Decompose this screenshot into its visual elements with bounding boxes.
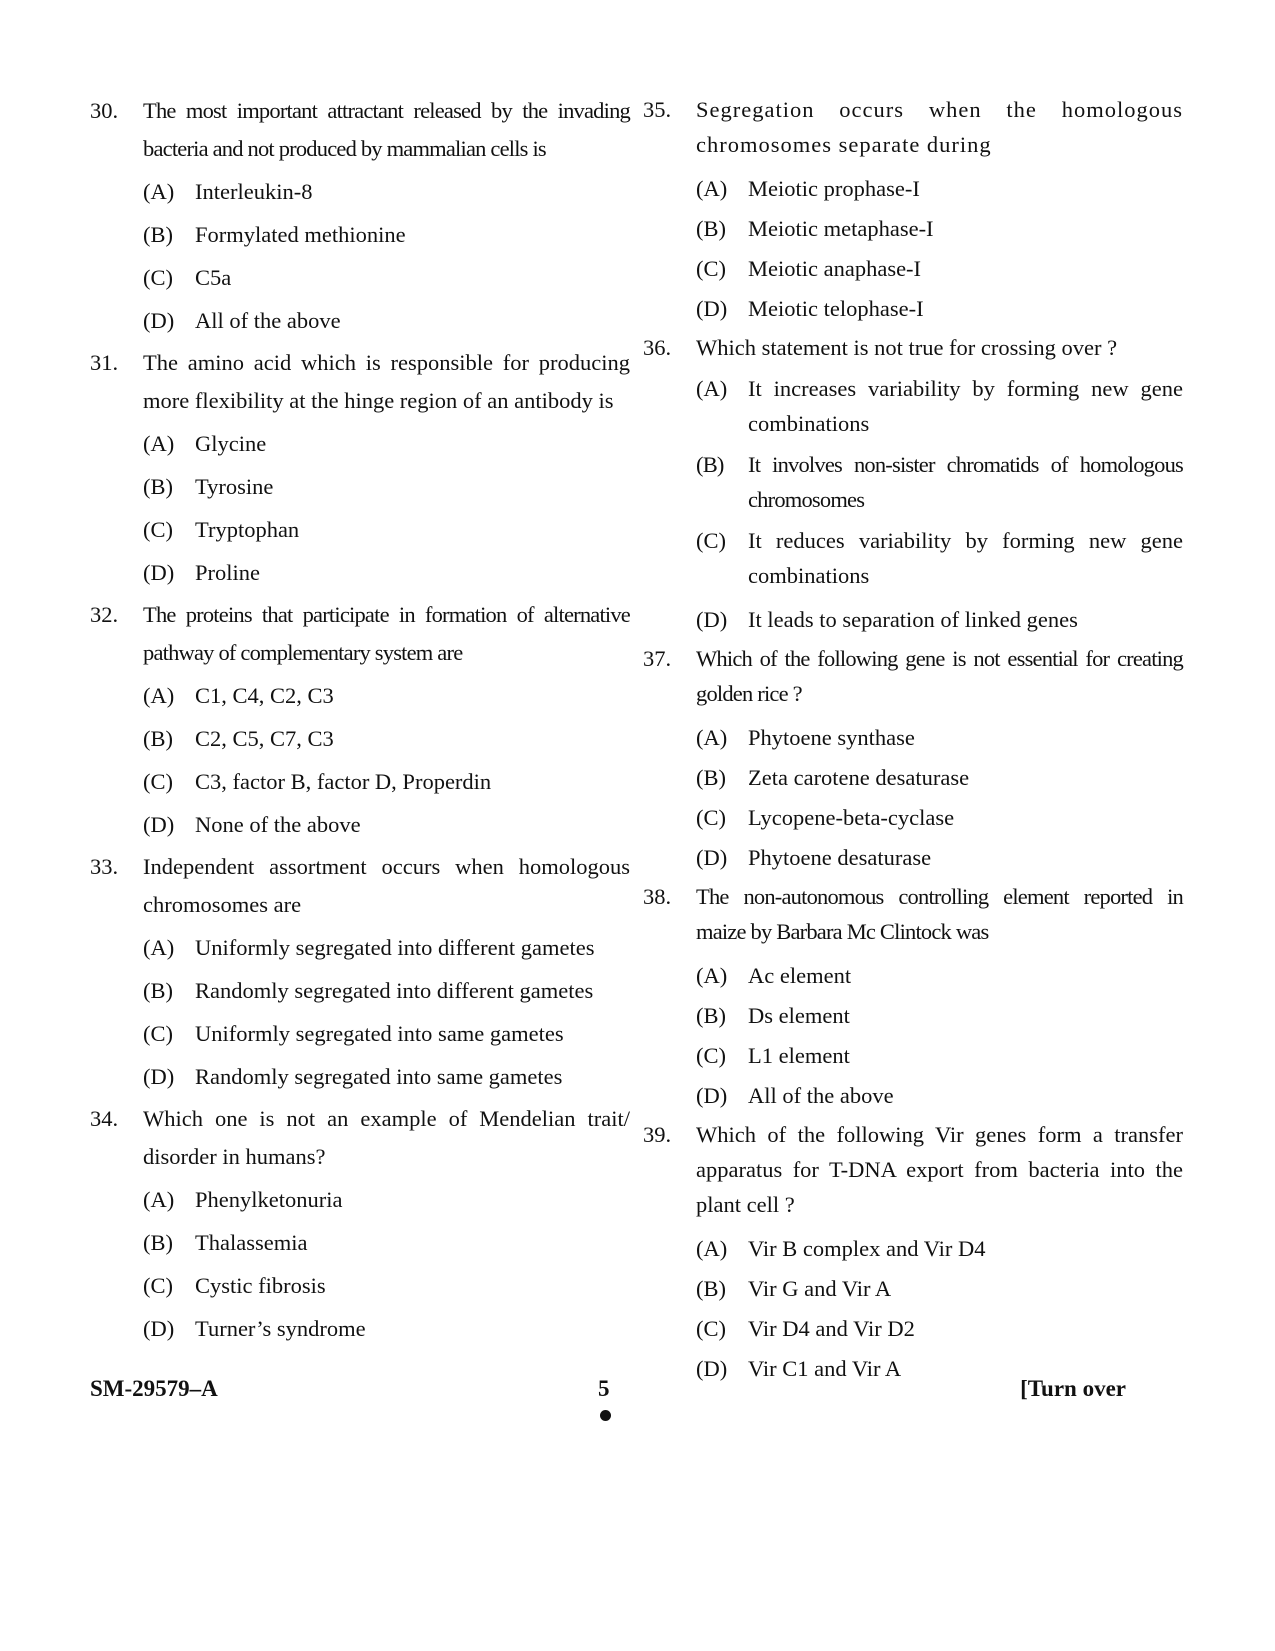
option-text: It increases variability by forming new gene combinations [748,376,1183,436]
option-text: Zeta carotene desaturase [748,765,970,790]
option-text: L1 element [748,1043,850,1068]
option-letter: (A) [143,431,175,456]
question-text: Segregation occurs when the homologous chromosomes separate during [696,97,1183,157]
option-d [696,295,1183,322]
option-a [143,178,630,205]
question-34 [90,1100,630,1342]
question-text: Which statement is not true for crossing over ? [696,335,1118,360]
option-c [143,1272,630,1299]
options-list [143,1186,630,1342]
options-list [696,371,1183,633]
question-number: 34. [90,1106,119,1131]
option-text: Meiotic metaphase-I [748,216,934,241]
question-32 [90,596,630,838]
option-text: Ds element [748,1003,850,1028]
turn-over-label: [Turn over [1020,1376,1126,1401]
question-35 [643,92,1183,322]
option-letter: (A) [143,179,175,204]
question-text: The amino acid which is responsible for producing more flexibility at the hinge region of an antibody is [143,350,630,413]
option-text: Tyrosine [195,474,274,499]
option-b [143,473,630,500]
option-text: It involves non-sister chromatids of homologous chromosomes [748,452,1183,512]
paper-code: SM-29579–A [90,1376,218,1401]
left-column [90,92,630,1352]
option-letter: (A) [696,963,728,988]
option-a [143,430,630,457]
option-letter: (D) [143,1064,175,1089]
option-a [696,962,1183,989]
option-letter: (D) [143,560,175,585]
option-letter: (A) [143,683,175,708]
option-letter: (C) [696,1043,726,1068]
option-text: Uniformly segregated into same gametes [195,1021,564,1046]
options-list [143,934,630,1090]
question-text: The non-autonomous controlling element reported in maize by Barbara Mc Clintock was [696,884,1183,944]
option-d [143,1063,630,1090]
options-list [696,724,1183,871]
option-c [696,523,1183,593]
option-c [696,255,1183,282]
option-b [696,764,1183,791]
option-letter: (B) [696,1276,726,1301]
option-text: All of the above [195,308,341,333]
option-d [143,811,630,838]
option-letter: (D) [696,1356,728,1381]
options-list [143,682,630,838]
option-text: Meiotic prophase-I [748,176,920,201]
option-b [696,1275,1183,1302]
option-letter: (C) [143,517,173,542]
option-letter: (D) [696,607,728,632]
question-39 [643,1117,1183,1382]
question-number: 39. [643,1122,672,1147]
option-letter: (C) [696,256,726,281]
question-number: 32. [90,602,119,627]
option-b [696,215,1183,242]
option-letter: (D) [143,308,175,333]
option-text: Vir G and Vir A [748,1276,892,1301]
option-letter: (A) [696,1236,728,1261]
option-text: Vir C1 and Vir A [748,1356,902,1381]
option-c [696,804,1183,831]
option-text: Phenylketonuria [195,1187,343,1212]
option-text: Proline [195,560,260,585]
page-footer [90,1376,1126,1416]
option-letter: (B) [696,765,726,790]
right-column [643,92,1183,1390]
option-d [696,844,1183,871]
option-letter: (C) [143,1021,173,1046]
option-letter: (C) [143,265,173,290]
option-letter: (B) [696,452,724,477]
option-letter: (B) [143,222,173,247]
option-text: It leads to separation of linked genes [748,607,1078,632]
option-b [143,725,630,752]
options-list [696,1235,1183,1382]
option-text: Lycopene-beta-cyclase [748,805,955,830]
option-letter: (C) [696,528,726,553]
option-text: Randomly segregated into same gametes [195,1064,563,1089]
question-text: Independent assortment occurs when homologous chromosomes are [143,854,630,917]
option-text: Phytoene synthase [748,725,915,750]
question-number: 37. [643,646,672,671]
question-text: Which one is not an example of Mendelian trait/ disorder in humans? [143,1106,630,1169]
question-number: 33. [90,854,119,879]
question-text: The proteins that participate in formation of alternative pathway of complementary system are [143,602,630,665]
option-text: None of the above [195,812,361,837]
option-text: Randomly segregated into different gametes [195,978,594,1003]
option-letter: (B) [143,726,173,751]
option-text: Vir B complex and Vir D4 [748,1236,986,1261]
option-letter: (D) [696,845,728,870]
option-b [143,1229,630,1256]
question-number: 38. [643,884,672,909]
question-33 [90,848,630,1090]
option-letter: (B) [696,1003,726,1028]
option-text: Meiotic telophase-I [748,296,924,321]
options-list [696,962,1183,1109]
question-37 [643,641,1183,871]
option-letter: (A) [696,725,728,750]
option-letter: (B) [143,474,173,499]
option-letter: (A) [143,1187,175,1212]
option-text: C2, C5, C7, C3 [195,726,334,751]
option-text: Thalassemia [195,1230,308,1255]
option-c [143,264,630,291]
option-c [696,1315,1183,1342]
question-31 [90,344,630,586]
options-list [696,175,1183,322]
question-number: 35. [643,97,672,122]
option-c [143,516,630,543]
footer-dot-mark [600,1410,611,1421]
option-text: C1, C4, C2, C3 [195,683,334,708]
option-text: All of the above [748,1083,894,1108]
option-d [696,606,1183,633]
question-text: Which of the following gene is not essential for creating golden rice ? [696,646,1183,706]
option-d [143,559,630,586]
option-letter: (A) [696,376,728,401]
options-list [143,178,630,334]
options-list [143,430,630,586]
option-b [143,977,630,1004]
option-letter: (B) [143,1230,173,1255]
page-number: 5 [598,1376,610,1401]
option-a [696,175,1183,202]
option-letter: (B) [696,216,726,241]
option-d [143,1315,630,1342]
option-b [696,1002,1183,1029]
option-text: Interleukin-8 [195,179,313,204]
option-c [696,1042,1183,1069]
option-a [696,1235,1183,1262]
option-letter: (C) [143,769,173,794]
option-a [696,724,1183,751]
option-d [143,307,630,334]
question-36 [643,330,1183,633]
option-text: Uniformly segregated into different gametes [195,935,595,960]
option-letter: (C) [143,1273,173,1298]
option-text: It reduces variability by forming new gene combinations [748,528,1183,588]
question-number: 31. [90,350,119,375]
option-text: Glycine [195,431,267,456]
option-text: Cystic fibrosis [195,1273,326,1298]
option-text: Formylated methionine [195,222,406,247]
question-text: Which of the following Vir genes form a transfer apparatus for T-DNA export from bacteria into the plant cell ? [696,1122,1183,1217]
option-text: C5a [195,265,232,290]
option-letter: (D) [696,1083,728,1108]
option-c [143,1020,630,1047]
option-letter: (D) [143,812,175,837]
option-letter: (D) [696,296,728,321]
option-b [143,221,630,248]
option-text: Tryptophan [195,517,300,542]
question-number: 30. [90,98,119,123]
option-a [696,371,1183,441]
question-number: 36. [643,335,672,360]
option-b [696,447,1183,517]
option-a [143,1186,630,1213]
option-d [696,1082,1183,1109]
option-text: C3, factor B, factor D, Properdin [195,769,492,794]
option-letter: (D) [143,1316,175,1341]
question-text: The most important attractant released by the invading bacteria and not produced by mammalian cells is [143,98,630,161]
option-text: Meiotic anaphase-I [748,256,922,281]
option-text: Vir D4 and Vir D2 [748,1316,915,1341]
option-letter: (B) [143,978,173,1003]
question-30 [90,92,630,334]
option-letter: (A) [143,935,175,960]
option-a [143,682,630,709]
option-text: Turner’s syndrome [195,1316,366,1341]
option-a [143,934,630,961]
question-38 [643,879,1183,1109]
option-c [143,768,630,795]
option-text: Ac element [748,963,852,988]
option-text: Phytoene desaturase [748,845,932,870]
option-letter: (C) [696,805,726,830]
option-letter: (A) [696,176,728,201]
option-letter: (C) [696,1316,726,1341]
